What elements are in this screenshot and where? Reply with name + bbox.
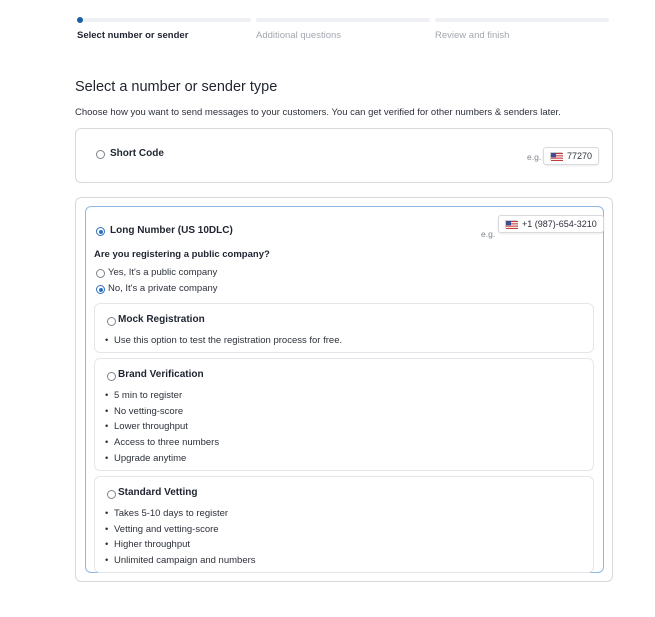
list-item: • Higher throughput [114, 537, 256, 553]
list-item: • Takes 5-10 days to register [114, 506, 256, 522]
step-track [256, 18, 430, 22]
example-prefix: e.g. [481, 229, 496, 239]
short-code-radio[interactable] [96, 150, 105, 159]
list-item: • Vetting and vetting-score [114, 522, 256, 538]
step-label: Additional questions [256, 30, 342, 41]
list-item: • Unlimited campaign and numbers [114, 553, 256, 569]
example-value: +1 (987)-654-3210 [522, 219, 597, 229]
list-item: • Access to three numbers [114, 435, 219, 451]
step-current-dot [77, 17, 83, 23]
list-item: • Use this option to test the registration process for free. [114, 333, 342, 349]
mock-registration-title: Mock Registration [118, 314, 205, 325]
standard-vetting-radio[interactable] [107, 490, 116, 499]
long-number-title: Long Number (US 10DLC) [110, 225, 233, 236]
public-company-yes-label[interactable]: Yes, It's a public company [108, 267, 218, 278]
standard-vetting-option[interactable] [94, 476, 594, 573]
list-item: • Lower throughput [114, 419, 219, 435]
example-value: 77270 [567, 151, 593, 161]
page-title: Select a number or sender type [75, 79, 278, 95]
long-number-radio[interactable] [96, 227, 105, 236]
long-number-option-wrapper [75, 197, 613, 582]
us-flag-icon [550, 152, 562, 160]
list-item: • No vetting-score [114, 404, 219, 420]
list-item: • 5 min to register [114, 388, 219, 404]
progress-stepper [77, 18, 610, 48]
public-company-no-label[interactable]: No, It's a private company [108, 283, 218, 294]
step-additional-questions [256, 18, 430, 41]
list-item: • Upgrade anytime [114, 451, 219, 467]
mock-registration-bullets [114, 333, 342, 349]
public-company-yes-radio[interactable] [96, 269, 105, 278]
public-company-no-radio[interactable] [96, 285, 105, 294]
step-review-finish [435, 18, 609, 41]
page-description: Choose how you want to send messages to your customers. You can get verified for other numbers & senders later. [75, 107, 561, 118]
brand-verification-radio[interactable] [107, 372, 116, 381]
short-code-option-card[interactable] [75, 128, 613, 183]
step-track [77, 18, 251, 22]
long-number-option-card[interactable] [85, 206, 604, 573]
brand-verification-title: Brand Verification [118, 369, 204, 380]
public-company-question: Are you registering a public company? [94, 249, 270, 260]
step-label: Select number or sender [77, 30, 189, 41]
short-code-example [543, 147, 599, 165]
standard-vetting-bullets [114, 506, 256, 569]
step-label: Review and finish [435, 30, 510, 41]
us-flag-icon [505, 220, 517, 228]
step-track [435, 18, 609, 22]
example-prefix: e.g. [527, 152, 542, 162]
brand-verification-bullets [114, 388, 219, 466]
mock-registration-option[interactable] [94, 303, 594, 353]
short-code-title: Short Code [110, 148, 164, 159]
brand-verification-option[interactable] [94, 358, 594, 471]
mock-registration-radio[interactable] [107, 317, 116, 326]
standard-vetting-title: Standard Vetting [118, 487, 198, 498]
long-number-example [498, 215, 604, 233]
step-select-number [77, 18, 251, 41]
